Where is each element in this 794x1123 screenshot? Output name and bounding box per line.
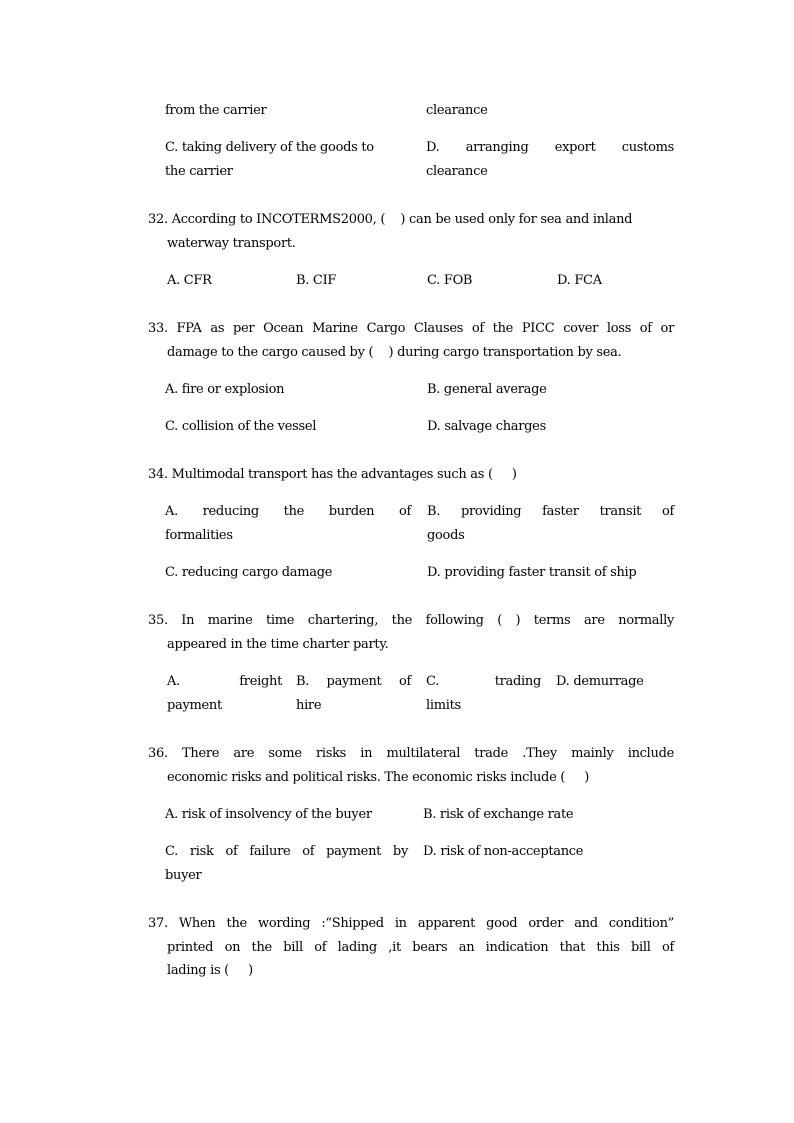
q33-stem-line1: 33. FPA as per Ocean Marine Cargo Clauses of the PICC cover loss of or bbox=[148, 321, 674, 336]
q37-stem-line1: 37. When the wording :“Shipped in apparent good order and condition” bbox=[148, 916, 674, 931]
q31-option-c: C. taking delivery of the goods to bbox=[165, 140, 374, 155]
q31-option-b-line2: from the carrier bbox=[165, 103, 267, 118]
q36-stem-line1: 36. There are some risks in multilateral trade .They mainly include bbox=[148, 746, 674, 761]
q31-option-d-line2: clearance bbox=[426, 164, 488, 179]
q36-option-c-line2: buyer bbox=[165, 868, 202, 883]
q33-option-b: B. general average bbox=[427, 382, 547, 397]
q32-option-b: B. CIF bbox=[296, 273, 337, 288]
q32-stem-line2: waterway transport. bbox=[167, 236, 296, 251]
q33-option-a: A. fire or explosion bbox=[165, 382, 285, 397]
q34-option-c: C. reducing cargo damage bbox=[165, 565, 333, 580]
q35-stem-line1: 35. In marine time chartering, the following ( ) terms are normally bbox=[148, 613, 674, 628]
q34-option-b: B. providing faster transit of bbox=[427, 504, 674, 519]
q37-stem-line3: lading is ( ) bbox=[167, 963, 253, 978]
q34-option-d: D. providing faster transit of ship bbox=[427, 565, 637, 580]
q34-stem: 34. Multimodal transport has the advantages such as ( ) bbox=[148, 467, 517, 482]
q36-option-a: A. risk of insolvency of the buyer bbox=[165, 807, 372, 822]
q36-option-d: D. risk of non-acceptance bbox=[423, 844, 584, 859]
q35-option-c-line2: limits bbox=[426, 698, 461, 713]
q31-option-b-line2-right: clearance bbox=[426, 103, 488, 118]
q35-option-c: C. trading bbox=[426, 674, 541, 689]
q36-option-c: C. risk of failure of payment by bbox=[165, 844, 408, 859]
q33-stem-line2: damage to the cargo caused by ( ) during cargo transportation by sea. bbox=[167, 345, 622, 360]
q35-option-a: A. freight bbox=[167, 674, 282, 689]
q32-option-c: C. FOB bbox=[427, 273, 473, 288]
q33-option-c: C. collision of the vessel bbox=[165, 419, 317, 434]
q34-option-a-line2: formalities bbox=[165, 528, 233, 543]
q31-option-c-line2: the carrier bbox=[165, 164, 233, 179]
q31-option-d: D. arranging export customs bbox=[426, 140, 674, 155]
q35-stem-line2: appeared in the time charter party. bbox=[167, 637, 389, 652]
q35-option-b-line2: hire bbox=[296, 698, 322, 713]
q36-option-b: B. risk of exchange rate bbox=[423, 807, 574, 822]
q32-stem-line1: 32. According to INCOTERMS2000, ( ) can be used only for sea and inland bbox=[148, 212, 633, 227]
q35-option-d: D. demurrage bbox=[556, 674, 644, 689]
q37-stem-line2: printed on the bill of lading ,it bears an indication that this bill of bbox=[167, 940, 674, 955]
q34-option-a: A. reducing the burden of bbox=[165, 504, 411, 519]
q32-option-d: D. FCA bbox=[557, 273, 602, 288]
q35-option-a-line2: payment bbox=[167, 698, 222, 713]
q34-option-b-line2: goods bbox=[427, 528, 465, 543]
q33-option-d: D. salvage charges bbox=[427, 419, 546, 434]
q35-option-b: B. payment of bbox=[296, 674, 411, 689]
q32-option-a: A. CFR bbox=[167, 273, 212, 288]
q36-stem-line2: economic risks and political risks. The economic risks include ( ) bbox=[167, 770, 590, 785]
